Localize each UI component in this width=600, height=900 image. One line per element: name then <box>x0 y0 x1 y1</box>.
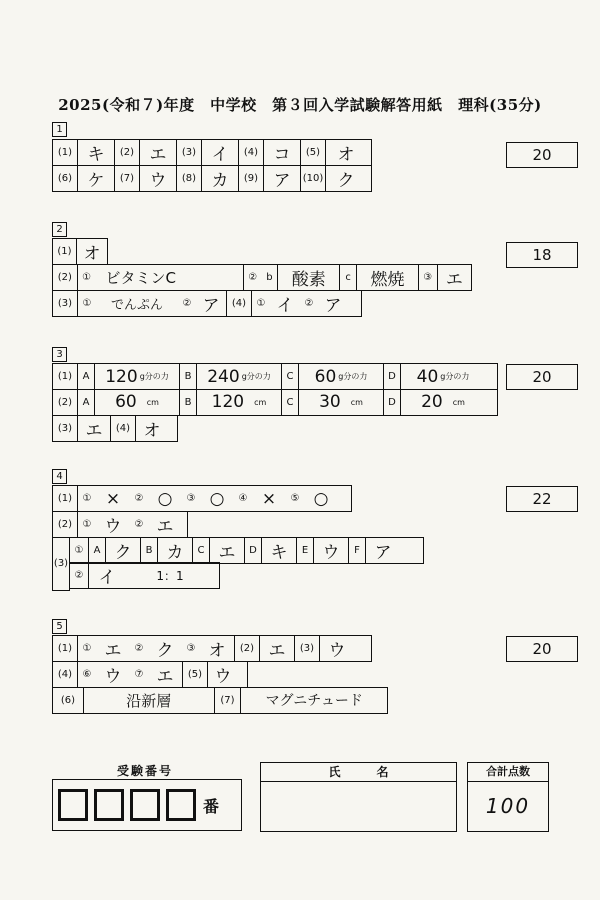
section-2-row-3 <box>52 290 362 317</box>
page-title: 2025(令和７)年度 中学校 第３回入学試験解答用紙 理科(35分) <box>58 96 542 114</box>
sub-label: ① <box>82 297 92 309</box>
sub-label: ② <box>70 563 89 588</box>
section-4-q3-row-1 <box>70 537 424 564</box>
sub-label: F <box>349 538 366 563</box>
q-label: (2) <box>115 140 140 165</box>
answer-cell: オ <box>337 145 355 165</box>
sub-label: ① <box>82 643 92 654</box>
answer-cell: ウ <box>328 641 346 661</box>
answer-value: 60 <box>314 366 337 387</box>
answer-cell: カ <box>202 166 239 191</box>
answer-cell: ○ <box>157 488 173 509</box>
q-label: (4) <box>227 291 252 316</box>
sub-label: c <box>340 265 357 290</box>
sub-label: ② <box>134 493 144 504</box>
answer-value: 120 <box>105 366 138 387</box>
sub-label: ③ <box>186 643 196 654</box>
sub-label: ① <box>82 271 92 283</box>
answer-cell: ビタミンC <box>95 265 243 290</box>
q-label: (1) <box>53 486 78 511</box>
section-1-score: 20 <box>506 142 578 168</box>
sub-label: C <box>282 390 299 415</box>
answer-value: 20 <box>421 392 443 413</box>
sub-label: ① <box>82 518 92 530</box>
sub-label: ① <box>70 538 89 563</box>
sub-label: ② <box>182 297 192 309</box>
total-value: 100 <box>485 794 531 818</box>
q-label: (6) <box>53 166 78 191</box>
answer-cell: × <box>261 488 277 509</box>
answer-cell: オ <box>200 636 235 661</box>
answer-cell <box>299 390 384 415</box>
answer-value: 40 <box>416 366 439 387</box>
section-5-score: 20 <box>506 636 578 662</box>
section-1-row-2 <box>52 165 372 192</box>
section-4-q3-row-2 <box>70 562 220 589</box>
sub-label: D <box>384 390 401 415</box>
q-label: (3) <box>52 537 70 591</box>
ban-label: 番 <box>203 797 220 816</box>
answer-cell <box>197 364 282 389</box>
unit-label: cm <box>452 397 465 407</box>
answer-value: 60 <box>115 392 137 413</box>
sub-label: A <box>78 390 95 415</box>
answer-cell: エ <box>148 662 183 687</box>
answer-cell: エ <box>140 140 177 165</box>
answer-cell: ウ <box>104 516 122 537</box>
section-5-row-3 <box>52 687 388 714</box>
sub-label: b <box>262 265 279 290</box>
section-5-row-1 <box>52 635 372 662</box>
sub-label: A <box>78 364 95 389</box>
q-label: (7) <box>115 166 140 191</box>
section-3-score: 20 <box>506 364 578 390</box>
q-label: (1) <box>53 140 78 165</box>
section-2-row-1 <box>52 238 108 265</box>
section-4-score: 22 <box>506 486 578 512</box>
unit-label: g分の力 <box>338 372 368 381</box>
answer-value: 240 <box>207 366 240 387</box>
q-label: (5) <box>183 662 208 687</box>
q-label: (4) <box>239 140 264 165</box>
section-4-row-2 <box>52 511 188 538</box>
q-label: (7) <box>215 688 242 713</box>
section-5-table <box>52 635 388 714</box>
section-4-table <box>52 485 424 591</box>
answer-cell: キ <box>262 538 297 563</box>
unit-label: g分の力 <box>241 372 271 381</box>
sub-label: C <box>193 538 210 563</box>
q-label: (2) <box>53 265 78 290</box>
answer-cell: イ <box>276 295 294 316</box>
answer-cell: ウ <box>104 666 122 687</box>
q-label: (3) <box>53 416 78 441</box>
answer-cell: エ <box>210 538 245 563</box>
answer-cell <box>95 390 180 415</box>
total-box <box>467 762 549 832</box>
answer-cell: ア <box>196 291 227 316</box>
answer-cell: ケ <box>78 166 115 191</box>
answer-cell: ア <box>264 166 301 191</box>
unit-label: g分の力 <box>139 372 169 381</box>
section-5-number: 5 <box>52 619 67 634</box>
answer-cell: エ <box>260 636 295 661</box>
answer-cell <box>299 364 384 389</box>
answer-cell: キ <box>78 140 115 165</box>
digit-box <box>58 789 88 821</box>
sub-label: ② <box>248 271 258 283</box>
section-3-row-3 <box>52 415 178 442</box>
answer-cell: ○ <box>313 488 329 509</box>
q-label: (2) <box>53 390 78 415</box>
q-label: (10) <box>301 166 326 191</box>
answer-cell: 沿新層 <box>84 688 215 713</box>
section-1-number: 1 <box>52 122 67 137</box>
section-3-number: 3 <box>52 347 67 362</box>
answer-cell: ク <box>156 641 174 661</box>
answer-cell <box>401 364 485 389</box>
sub-label: ③ <box>186 493 196 504</box>
sub-label: ① <box>256 297 266 309</box>
q-label: (3) <box>177 140 202 165</box>
q-label: (1) <box>53 636 78 661</box>
sub-label: D <box>384 364 401 389</box>
answer-cell <box>401 390 485 415</box>
name-box <box>260 762 457 832</box>
answer-cell: エ <box>78 416 111 441</box>
answer-cell <box>95 364 180 389</box>
answer-cell: イ <box>98 568 116 589</box>
sub-label: C <box>282 364 299 389</box>
answer-cell: ウ <box>214 666 232 687</box>
q-label: (1) <box>53 239 77 264</box>
answer-cell: オ <box>83 244 101 264</box>
q-label: (3) <box>295 636 320 661</box>
answer-cell: ○ <box>209 488 225 509</box>
section-1-table <box>52 139 372 192</box>
sub-label: ② <box>134 518 144 530</box>
section-3-row-1 <box>52 363 498 390</box>
answer-cell: ア <box>324 295 342 316</box>
section-4-row-1 <box>52 485 352 512</box>
section-4-number: 4 <box>52 469 67 484</box>
total-label: 合計点数 <box>468 763 548 782</box>
exam-number-label: 受験番号 <box>116 764 173 778</box>
sub-label: ① <box>82 493 92 504</box>
digit-box <box>130 789 160 821</box>
q-label: (6) <box>53 688 84 713</box>
answer-cell: ウ <box>314 538 349 563</box>
answer-cell: カ <box>158 538 193 563</box>
section-4-q3-rows <box>70 537 424 591</box>
answer-cell: エ <box>445 269 463 290</box>
answer-cell <box>197 390 282 415</box>
q-label: (4) <box>111 416 136 441</box>
q-label: (8) <box>177 166 202 191</box>
exam-number-box <box>52 779 242 831</box>
answer-cell: エ <box>104 641 122 661</box>
sub-label: B <box>180 390 197 415</box>
digit-box <box>94 789 124 821</box>
section-3-table <box>52 363 498 442</box>
sub-label: A <box>89 538 106 563</box>
sub-label: ⑤ <box>290 493 300 504</box>
sub-label: B <box>141 538 158 563</box>
answer-value: 120 <box>211 392 245 413</box>
digit-box <box>166 789 196 821</box>
answer-cell: コ <box>264 140 301 165</box>
section-4-q3 <box>52 537 424 591</box>
q-label: (1) <box>53 364 78 389</box>
name-label: 氏 名 <box>261 763 456 782</box>
answer-cell: でんぷん <box>110 297 163 313</box>
answer-cell: マグニチュード <box>265 693 363 710</box>
q-label: (2) <box>235 636 260 661</box>
section-1-row-1 <box>52 139 372 166</box>
unit-label: cm <box>254 397 267 407</box>
unit-label: cm <box>146 397 159 407</box>
sub-label: B <box>180 364 197 389</box>
sub-label: ② <box>134 643 144 654</box>
answer-cell: ク <box>337 170 355 191</box>
section-2-score: 18 <box>506 242 578 268</box>
answer-cell: エ <box>156 516 174 537</box>
sub-label: ④ <box>238 493 248 504</box>
sub-label: E <box>297 538 314 563</box>
section-2-table <box>52 238 472 317</box>
q-label: (4) <box>53 662 78 687</box>
ratio-value: 1：1 <box>156 569 184 584</box>
section-3-row-2 <box>52 389 498 416</box>
unit-label: cm <box>350 397 363 407</box>
answer-cell: ウ <box>140 166 177 191</box>
answer-cell: イ <box>202 140 239 165</box>
sub-label: ③ <box>419 265 438 290</box>
answer-cell: × <box>105 488 121 509</box>
section-2-row-2 <box>52 264 472 291</box>
sub-label: ⑥ <box>82 668 92 680</box>
answer-cell: オ <box>143 420 161 441</box>
q-label: (3) <box>53 291 78 316</box>
q-label: (5) <box>301 140 326 165</box>
answer-cell: ア <box>374 542 392 563</box>
answer-cell: 燃焼 <box>357 265 419 290</box>
unit-label: g分の力 <box>440 372 470 381</box>
sub-label: ⑦ <box>134 668 144 680</box>
section-2-number: 2 <box>52 222 67 237</box>
answer-cell: 酸素 <box>278 265 340 290</box>
answer-cell: ク <box>106 538 141 563</box>
sub-label: D <box>245 538 262 563</box>
q-label: (9) <box>239 166 264 191</box>
answer-value: 30 <box>319 392 341 413</box>
section-5-row-2 <box>52 661 248 688</box>
q-label: (2) <box>53 512 78 537</box>
sub-label: ② <box>304 297 314 309</box>
